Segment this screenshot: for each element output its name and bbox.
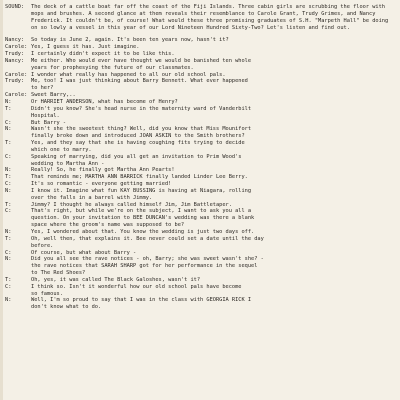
speaker-label: N: — [5, 167, 12, 174]
dialogue-line — [5, 37, 392, 44]
dialogue-line — [5, 215, 392, 222]
dialogue-text: I think so. Isn't it wonderful how our old school pals have become — [31, 283, 242, 290]
dialogue-line — [5, 106, 392, 113]
dialogue-text: That's right, but while we're on the subject, I want to ask you all a — [31, 208, 252, 215]
dialogue-text: to The Red Shoes? — [31, 270, 86, 277]
dialogue-text: Yes, I guess it has. Just imagine. — [31, 44, 140, 51]
speaker-label: C: — [5, 153, 12, 160]
dialogue-text: question. On your invitation to BEE DUNCAN's wedding was there a blank — [31, 215, 255, 222]
speaker-label — [5, 243, 31, 250]
dialogue-text: wedding to Martha Ann - — [31, 160, 105, 167]
dialogue-line — [5, 188, 392, 195]
dialogue-line — [5, 297, 392, 304]
dialogue-line — [5, 208, 392, 215]
dialogue-text: So today is June 2, again. It's been ten years now, hasn't it? — [31, 37, 229, 44]
dialogue-line — [5, 304, 392, 311]
dialogue-line — [5, 222, 392, 229]
dialogue-line — [5, 284, 392, 291]
dialogue-line — [5, 78, 392, 85]
dialogue-text: I know it. Imagine what fun KAY BUSSING is having at Niagara, rolling — [31, 187, 252, 194]
dialogue-line — [5, 174, 392, 181]
sound-text: The deck of a cattle boat far off the coast of the Fiji Islands. Three cabin girls are scrubbing the floor with mops and brushes. A second glance at them reveals their resemblance to Carole Grant, Trudy Grimes, and Nancy Frederick. It couldn't be, of course! What would these three promising graduates of S.H. "Marpeth Hall" be doing on so lowly a vessel in this year of our Lord Nineteen Hundred Sixty-Two? Let's listen and find out. — [31, 4, 389, 31]
dialogue-text: before. — [31, 242, 54, 249]
dialogue-line — [5, 291, 392, 298]
speaker-label — [5, 65, 31, 72]
dialogue-text: Really! So, he finally got Martha Ann Pearts! — [31, 167, 175, 174]
dialogue-text: Me either. Who would ever have thought we would be banished ten whole — [31, 57, 252, 64]
dialogue-text: which one to marry. — [31, 146, 92, 153]
dialogue-text: Hospital. — [31, 112, 60, 119]
speaker-label — [5, 85, 31, 92]
dialogue-line — [5, 120, 392, 127]
dialogue-line — [5, 58, 392, 65]
dialogue-text: Didn't you know? She's head nurse in the maternity ward of Vanderbilt — [31, 105, 252, 112]
speaker-label — [5, 161, 31, 168]
dialogue-text: Me, too! I was just thinking about Barry Bennett. What ever happened — [31, 78, 248, 85]
dialogue-text: Sweet Barry,.. — [31, 92, 76, 99]
speaker-label: Trudy: — [5, 78, 25, 85]
speaker-label: Carole: — [5, 92, 28, 99]
dialogue-text: finally broke down and introduced JOAN ASKIN to the Smith brothers? — [31, 133, 245, 140]
dialogue-line — [5, 92, 392, 99]
speaker-label: Carole: — [5, 44, 28, 51]
speaker-label: Trudy: — [5, 51, 25, 58]
speaker-label: N: — [5, 98, 12, 105]
dialogue-text: Speaking of marrying, did you all get an invitation to Prim Wood's — [31, 153, 242, 160]
dialogue-text: It's so romantic - everyone getting married! — [31, 181, 172, 188]
speaker-label: T: — [5, 276, 12, 283]
dialogue-line — [5, 277, 392, 284]
dialogue-text: Jimmy? I thought he always called himself Jim, Jim Battletaper. — [31, 201, 232, 208]
dialogue-text: That reminds me; MARTHA ANN BARRICK finally landed Linder Lee Berry. — [31, 174, 248, 181]
speaker-label: T: — [5, 201, 12, 208]
dialogue-line — [5, 195, 392, 202]
dialogue-text: Wasn't she the sweetest thing? Well, did you know that Miss Mounifort — [31, 126, 252, 133]
dialogue-line — [5, 133, 392, 140]
dialogue-text: I wonder what really has happened to all our old school pals. — [31, 71, 226, 78]
speaker-label — [5, 113, 31, 120]
dialogue-text: Or HARRIET ANDERSON, what has become of Henry? — [31, 98, 178, 105]
dialogue-text: over the falls in a barrel with Jimmy. — [31, 194, 153, 201]
speaker-label — [5, 215, 31, 222]
speaker-label: N: — [5, 297, 12, 304]
speaker-label: N: — [5, 229, 12, 235]
speaker-label: C: — [5, 208, 12, 215]
dialogue-text: the rave notices that SARAH SHARP got for her performance in the sequel — [31, 263, 258, 270]
dialogue-text: Oh, well then, that explains it. Bee never could set a date until the day — [31, 235, 264, 242]
dialogue-text: Did you all see the rave notices - oh, Barry; she was sweet wasn't she? - — [31, 256, 264, 263]
dialogue-line — [5, 99, 392, 106]
dialogue-text: Yes, and they say that she is having coughing fits trying to decide — [31, 140, 245, 147]
dialogue-text: Of course, but what about Barry - — [31, 249, 137, 256]
dialogue-line — [5, 161, 392, 168]
dialogue-line — [5, 51, 392, 58]
dialogue-line — [5, 65, 392, 72]
speaker-label — [5, 147, 31, 154]
dialogue-line — [5, 270, 392, 277]
dialogue-line — [5, 256, 392, 263]
speaker-label: N: — [5, 256, 12, 263]
speaker-label — [5, 263, 31, 270]
speaker-label: C: — [5, 283, 12, 290]
dialogue-line — [5, 154, 392, 161]
dialogue-line — [5, 126, 392, 133]
speaker-label — [5, 222, 31, 229]
dialogue-line — [5, 113, 392, 120]
dialogue-text: But Barry - — [31, 119, 67, 126]
dialogue-line — [5, 263, 392, 270]
dialogue-line — [5, 140, 392, 147]
dialogue-line — [5, 236, 392, 243]
dialogue-line — [5, 147, 392, 154]
speaker-label: T: — [5, 105, 12, 112]
speaker-label: N: — [5, 187, 12, 194]
speaker-label — [5, 133, 31, 140]
speaker-label: Nancy: — [5, 37, 25, 44]
dialogue-line — [5, 250, 392, 257]
speaker-label — [5, 291, 31, 298]
dialogue-line — [5, 181, 392, 188]
speaker-label: C: — [5, 181, 12, 188]
dialogue-line — [5, 167, 392, 174]
dialogue — [5, 37, 392, 311]
speaker-label: T: — [5, 174, 12, 181]
dialogue-line — [5, 72, 392, 79]
dialogue-line — [5, 243, 392, 250]
sound-direction — [5, 4, 392, 31]
dialogue-text: to her? — [31, 85, 54, 92]
dialogue-text: space where the groom's name was supposed to be? — [31, 222, 185, 229]
speaker-label: T: — [5, 235, 12, 242]
dialogue-line — [5, 202, 392, 209]
dialogue-line — [5, 44, 392, 51]
dialogue-line — [5, 229, 392, 236]
dialogue-text: Well, I'm so proud to say that I was in the class with GEORGIA RICK I — [31, 297, 252, 304]
dialogue-text: I certainly didn't expect it to be like this. — [31, 51, 175, 58]
speaker-label — [5, 304, 31, 311]
speaker-label: N: — [5, 126, 12, 133]
dialogue-line — [5, 85, 392, 92]
speaker-label: C: — [5, 249, 12, 256]
speaker-label — [5, 270, 31, 277]
speaker-label: T: — [5, 140, 12, 147]
dialogue-text: Yes, I wondered about that. You know the wedding is just two days off. — [31, 229, 255, 235]
sound-label: SOUND: — [5, 4, 25, 10]
dialogue-text: Oh, yes, it was called The Black Galoshes, wasn't it? — [31, 276, 201, 283]
speaker-label — [5, 195, 31, 202]
speaker-label: Carole: — [5, 71, 28, 78]
speaker-label: Nancy: — [5, 57, 25, 64]
dialogue-text: years for prophesying the future of our classmates. — [31, 64, 194, 71]
dialogue-text: so famous. — [31, 290, 63, 297]
speaker-label: C: — [5, 119, 12, 126]
dialogue-text: don't know what to do. — [31, 304, 102, 311]
